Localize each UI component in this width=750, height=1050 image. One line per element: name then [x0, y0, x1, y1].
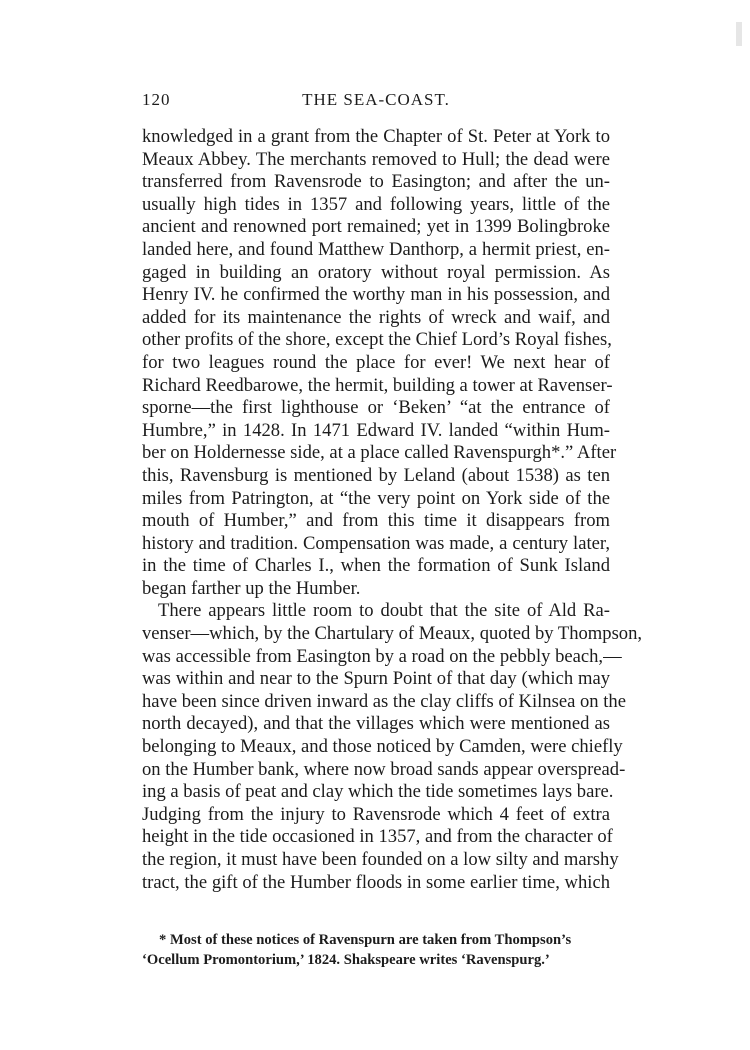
text-line: Meaux Abbey. The merchants removed to Hull; the dead were — [142, 148, 610, 170]
text-line: Richard Reedbarowe, the hermit, building a tower at Ravenser- — [142, 374, 613, 396]
text-line: gaged in building an oratory without royal permission. As — [142, 261, 610, 283]
footnote-line: ‘Ocellum Promontorium,’ 1824. Shakspeare writes ‘Ravenspurg.’ — [142, 952, 550, 968]
text-line: Judging from the injury to Ravensrode which 4 feet of extra — [142, 803, 610, 825]
text-line: belonging to Meaux, and those noticed by Camden, were chiefly — [142, 736, 623, 758]
text-line: Humbre,” in 1428. In 1471 Edward IV. landed “within Hum- — [142, 419, 610, 441]
running-title: THE SEA-COAST. — [302, 90, 450, 109]
text-line: on the Humber bank, where now broad sands appear overspread- — [142, 758, 626, 780]
text-line: for two leagues round the place for ever! We next hear of — [142, 351, 610, 373]
text-line: began farther up the Humber. — [142, 577, 361, 599]
text-line: mouth of Humber,” and from this time it disappears from — [142, 510, 610, 532]
text-line: transferred from Ravensrode to Easington; and after the un- — [142, 171, 610, 193]
text-line: ancient and renowned port remained; yet in 1399 Bolingbroke — [142, 216, 610, 238]
text-line: have been since driven inward as the clay cliffs of Kilnsea on the — [142, 690, 626, 712]
footnote-line: * Most of these notices of Ravenspurn are taken from Thompson’s — [159, 932, 572, 948]
text-line: height in the tide occasioned in 1357, and from the character of — [142, 826, 613, 848]
text-line: miles from Patrington, at “the very point on York side of the — [142, 487, 610, 509]
text-line: There appears little room to doubt that the site of Ald Ra- — [158, 600, 610, 622]
text-line: Henry IV. he confirmed the worthy man in his possession, and — [142, 284, 610, 306]
text-line: history and tradition. Compensation was made, a century later, — [142, 532, 610, 554]
text-line: venser—which, by the Chartulary of Meaux, quoted by Thompson, — [142, 623, 643, 645]
text-line: in the time of Charles I., when the formation of Sunk Island — [142, 555, 610, 577]
text-line: sporne—the first lighthouse or ‘Beken’ “at the entrance of — [142, 397, 610, 419]
page-header — [142, 88, 610, 112]
text-line: the region, it must have been founded on a low silty and marshy — [142, 849, 619, 870]
text-line: other profits of the shore, except the Chief Lord’s Royal fishes, — [142, 329, 612, 351]
text-line: knowledged in a grant from the Chapter of St. Peter at York to — [142, 126, 610, 147]
text-line: was accessible from Easington by a road on the pebbly beach,— — [142, 645, 622, 667]
text-line: usually high tides in 1357 and following years, little of the — [142, 193, 610, 215]
text-line: tract, the gift of the Humber floods in some earlier time, which — [142, 871, 610, 893]
page-number: 120 — [142, 90, 171, 109]
text-line: added for its maintenance the rights of wreck and waif, and — [142, 306, 610, 328]
text-line: ber on Holdernesse side, at a place called Ravenspurgh*.” After — [142, 442, 617, 464]
page-edge-mark — [736, 22, 742, 46]
body-text — [142, 126, 643, 894]
text-line: this, Ravensburg is mentioned by Leland (about 1538) as ten — [142, 464, 610, 486]
text-line: landed here, and found Matthew Danthorp, a hermit priest, en- — [142, 238, 610, 260]
footnote — [142, 930, 610, 970]
text-line: ing a basis of peat and clay which the tide sometimes lays bare. — [142, 781, 614, 803]
text-line: was within and near to the Spurn Point of that day (which may — [142, 668, 610, 690]
text-line: north decayed), and that the villages which were mentioned as — [142, 713, 610, 735]
